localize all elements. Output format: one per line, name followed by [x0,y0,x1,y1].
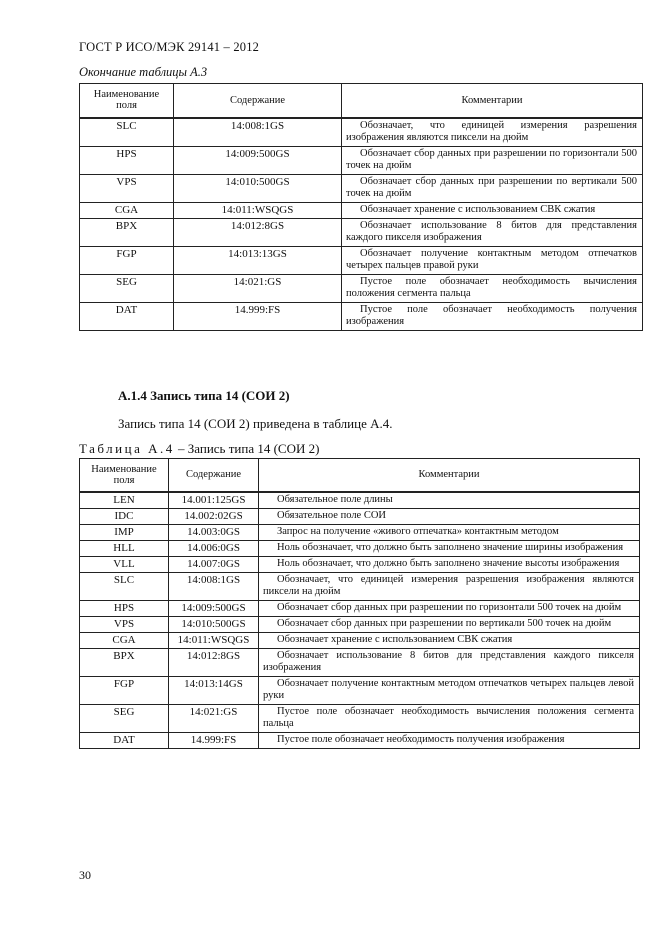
table-row [80,704,640,732]
cell-content: 14:009:500GS [174,146,342,174]
column-header-content: Содержание [169,459,259,492]
cell-field-name: VPS [80,616,169,632]
table-row [80,302,643,330]
column-header-content: Содержание [174,84,342,118]
cell-field-name: HPS [80,600,169,616]
cell-comment: Обозначает получение контактным методом отпечатков четырех пальцев правой руки [342,246,643,274]
cell-comment: Обозначает, что единицей измерения разрешения изображения являются пиксели на дюйм [342,118,643,147]
cell-content: 14:012:8GS [169,648,259,676]
cell-content: 14:008:1GS [169,572,259,600]
cell-comment: Пустое поле обозначает необходимость получения изображения [342,302,643,330]
cell-field-name: HLL [80,540,169,556]
cell-field-name: FGP [80,676,169,704]
table-row [80,492,640,509]
cell-content: 14:008:1GS [174,118,342,147]
table-row [80,218,643,246]
cell-comment: Запрос на получение «живого отпечатка» контактным методом [259,524,640,540]
cell-content: 14:021:GS [169,704,259,732]
cell-content: 14:012:8GS [174,218,342,246]
cell-comment: Обозначает использование 8 битов для представления каждого пикселя изображения [259,648,640,676]
cell-field-name: FGP [80,246,174,274]
page-number: 30 [79,868,91,882]
table-row [80,600,640,616]
cell-field-name: SLC [80,118,174,147]
section-paragraph: Запись типа 14 (СОИ 2) приведена в таблице А.4. [118,416,393,431]
cell-comment: Ноль обозначает, что должно быть заполнено значение ширины изображения [259,540,640,556]
cell-content: 14:010:500GS [174,174,342,202]
cell-field-name: IDC [80,508,169,524]
table-row [80,676,640,704]
cell-field-name: VPS [80,174,174,202]
cell-comment: Пустое поле обозначает необходимость вычисления положения сегмента пальца [342,274,643,302]
table-row [80,508,640,524]
table-row [80,118,643,147]
cell-content: 14:013:14GS [169,676,259,704]
cell-field-name: SLC [80,572,169,600]
cell-field-name: DAT [80,302,174,330]
cell-content: 14.003:0GS [169,524,259,540]
cell-content: 14.999:FS [174,302,342,330]
cell-comment: Обозначает сбор данных при разрешении по горизонтали 500 точек на дюйм [259,600,640,616]
table-row [80,732,640,748]
cell-field-name: HPS [80,146,174,174]
table-row [80,540,640,556]
cell-field-name: IMP [80,524,169,540]
table-a3-body [80,118,643,331]
cell-comment: Обязательное поле СОИ [259,508,640,524]
table-a4-caption-title: – Запись типа 14 (СОИ 2) [174,441,320,456]
cell-comment: Обозначает хранение с использованием СВК сжатия [342,202,643,218]
cell-comment: Пустое поле обозначает необходимость вычисления положения сегмента пальца [259,704,640,732]
running-header: ГОСТ Р ИСО/МЭК 29141 – 2012 [79,40,260,54]
cell-comment: Обозначает сбор данных при разрешении по вертикали 500 точек на дюйм [259,616,640,632]
table-row [80,524,640,540]
table-a3-caption: Окончание таблицы А.3 [79,65,208,79]
cell-comment: Обозначает использование 8 битов для представления каждого пикселя изображения [342,218,643,246]
cell-comment: Обозначает сбор данных при разрешении по горизонтали 500 точек на дюйм [342,146,643,174]
cell-field-name: LEN [80,492,169,509]
cell-field-name: CGA [80,632,169,648]
cell-field-name: SEG [80,704,169,732]
cell-content: 14:009:500GS [169,600,259,616]
cell-comment: Обозначает получение контактным методом отпечатков четырех пальцев левой руки [259,676,640,704]
cell-comment: Ноль обозначает, что должно быть заполнено значение высоты изображения [259,556,640,572]
table-row [80,202,643,218]
cell-content: 14:013:13GS [174,246,342,274]
cell-comment: Обязательное поле длины [259,492,640,509]
cell-content: 14:011:WSQGS [174,202,342,218]
cell-comment: Обозначает сбор данных при разрешении по вертикали 500 точек на дюйм [342,174,643,202]
table-row [80,556,640,572]
cell-field-name: VLL [80,556,169,572]
table-header-row [80,84,643,118]
column-header-comments: Комментарии [259,459,640,492]
column-header-field-name: Наименование поля [80,84,174,118]
table-row [80,274,643,302]
cell-comment: Обозначает хранение с использованием СВК сжатия [259,632,640,648]
table-row [80,632,640,648]
table-row [80,648,640,676]
table-a4 [79,458,640,749]
table-row [80,572,640,600]
table-row [80,146,643,174]
table-a4-caption-label: Таблица А.4 [79,441,175,456]
cell-content: 14:010:500GS [169,616,259,632]
table-header-row [80,459,640,492]
column-header-comments: Комментарии [342,84,643,118]
column-header-field-name: Наименование поля [80,459,169,492]
section-heading: А.1.4 Запись типа 14 (СОИ 2) [118,388,290,403]
cell-content: 14:021:GS [174,274,342,302]
table-a4-body [80,492,640,749]
cell-content: 14:011:WSQGS [169,632,259,648]
cell-content: 14.999:FS [169,732,259,748]
cell-content: 14.001:125GS [169,492,259,509]
cell-field-name: BPX [80,218,174,246]
cell-content: 14.006:0GS [169,540,259,556]
table-a3 [79,83,643,331]
cell-content: 14.007:0GS [169,556,259,572]
table-row [80,616,640,632]
cell-field-name: CGA [80,202,174,218]
cell-comment: Обозначает, что единицей измерения разрешения изображения являются пиксели на дюйм [259,572,640,600]
cell-field-name: BPX [80,648,169,676]
cell-content: 14.002:02GS [169,508,259,524]
table-a4-caption [79,441,319,457]
cell-comment: Пустое поле обозначает необходимость получения изображения [259,732,640,748]
cell-field-name: DAT [80,732,169,748]
cell-field-name: SEG [80,274,174,302]
table-row [80,246,643,274]
table-row [80,174,643,202]
